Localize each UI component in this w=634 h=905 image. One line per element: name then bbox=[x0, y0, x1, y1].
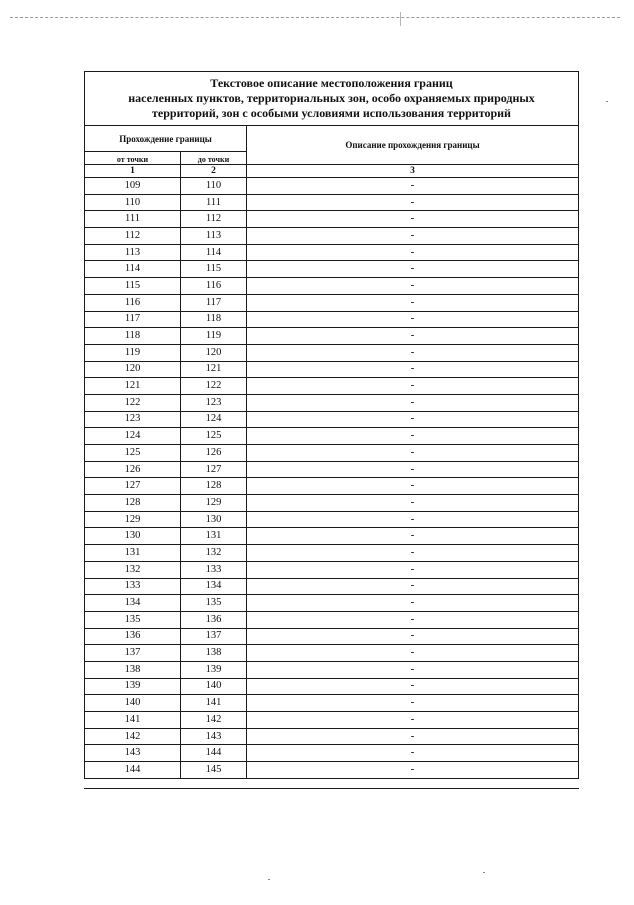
table-row bbox=[85, 478, 579, 495]
boundary-header: Прохождение границы bbox=[85, 126, 247, 152]
to-point-cell: 133 bbox=[181, 561, 247, 578]
to-point-cell: 114 bbox=[181, 244, 247, 261]
to-point-cell: 112 bbox=[181, 211, 247, 228]
table-row bbox=[85, 244, 579, 261]
table-row bbox=[85, 628, 579, 645]
to-point-cell: 119 bbox=[181, 328, 247, 345]
from-point-cell: 130 bbox=[85, 528, 181, 545]
to-point-cell: 138 bbox=[181, 645, 247, 662]
description-cell: - bbox=[247, 578, 579, 595]
from-point-cell: 134 bbox=[85, 595, 181, 612]
to-point-cell: 140 bbox=[181, 678, 247, 695]
from-point-cell: 125 bbox=[85, 445, 181, 462]
table-row bbox=[85, 178, 579, 195]
table-row bbox=[85, 695, 579, 712]
table-row bbox=[85, 661, 579, 678]
to-point-cell: 143 bbox=[181, 728, 247, 745]
table-row bbox=[85, 411, 579, 428]
description-cell: - bbox=[247, 261, 579, 278]
table-row bbox=[85, 445, 579, 462]
description-cell: - bbox=[247, 712, 579, 729]
to-point-cell: 115 bbox=[181, 261, 247, 278]
from-point-cell: 126 bbox=[85, 461, 181, 478]
table-row bbox=[85, 745, 579, 762]
from-point-cell: 117 bbox=[85, 311, 181, 328]
description-cell: - bbox=[247, 678, 579, 695]
to-point-cell: 120 bbox=[181, 344, 247, 361]
table-row bbox=[85, 545, 579, 562]
from-point-cell: 137 bbox=[85, 645, 181, 662]
table-row bbox=[85, 361, 579, 378]
to-point-cell: 142 bbox=[181, 712, 247, 729]
description-header: Описание прохождения границы bbox=[247, 126, 579, 165]
title-line-2: населенных пунктов, территориальных зон, особо охраняемых природных bbox=[128, 91, 535, 105]
description-cell: - bbox=[247, 228, 579, 245]
to-point-cell: 130 bbox=[181, 511, 247, 528]
from-point-cell: 124 bbox=[85, 428, 181, 445]
table-row bbox=[85, 712, 579, 729]
table-row bbox=[85, 495, 579, 512]
to-point-cell: 118 bbox=[181, 311, 247, 328]
table-row bbox=[85, 762, 579, 779]
description-cell: - bbox=[247, 762, 579, 779]
to-point-cell: 121 bbox=[181, 361, 247, 378]
from-point-cell: 121 bbox=[85, 378, 181, 395]
description-cell: - bbox=[247, 361, 579, 378]
from-point-cell: 135 bbox=[85, 611, 181, 628]
description-cell: - bbox=[247, 661, 579, 678]
from-point-cell: 111 bbox=[85, 211, 181, 228]
to-point-cell: 116 bbox=[181, 278, 247, 295]
from-point-cell: 133 bbox=[85, 578, 181, 595]
table-row bbox=[85, 194, 579, 211]
table-row bbox=[85, 394, 579, 411]
table-row bbox=[85, 261, 579, 278]
description-cell: - bbox=[247, 278, 579, 295]
description-cell: - bbox=[247, 411, 579, 428]
scan-border-line bbox=[10, 17, 620, 18]
from-point-cell: 109 bbox=[85, 178, 181, 195]
column-number-1: 1 bbox=[85, 165, 181, 178]
description-cell: - bbox=[247, 211, 579, 228]
from-point-cell: 114 bbox=[85, 261, 181, 278]
description-cell: - bbox=[247, 728, 579, 745]
description-cell: - bbox=[247, 511, 579, 528]
table-row bbox=[85, 278, 579, 295]
column-number-3: 3 bbox=[247, 165, 579, 178]
from-point-cell: 122 bbox=[85, 394, 181, 411]
from-point-cell: 116 bbox=[85, 294, 181, 311]
table-row bbox=[85, 461, 579, 478]
table-row bbox=[85, 344, 579, 361]
description-cell: - bbox=[247, 328, 579, 345]
description-cell: - bbox=[247, 445, 579, 462]
from-point-cell: 140 bbox=[85, 695, 181, 712]
table-bottom-rule bbox=[84, 788, 579, 789]
from-point-cell: 144 bbox=[85, 762, 181, 779]
from-point-cell: 120 bbox=[85, 361, 181, 378]
from-point-cell: 123 bbox=[85, 411, 181, 428]
table-row bbox=[85, 311, 579, 328]
to-point-cell: 128 bbox=[181, 478, 247, 495]
to-point-cell: 129 bbox=[181, 495, 247, 512]
to-point-cell: 139 bbox=[181, 661, 247, 678]
description-cell: - bbox=[247, 394, 579, 411]
scan-speck bbox=[483, 872, 485, 873]
to-point-cell: 124 bbox=[181, 411, 247, 428]
description-cell: - bbox=[247, 645, 579, 662]
description-cell: - bbox=[247, 528, 579, 545]
from-point-cell: 141 bbox=[85, 712, 181, 729]
from-point-cell: 110 bbox=[85, 194, 181, 211]
from-point-cell: 129 bbox=[85, 511, 181, 528]
from-point-header: от точки bbox=[85, 152, 181, 165]
description-cell: - bbox=[247, 294, 579, 311]
from-point-cell: 119 bbox=[85, 344, 181, 361]
description-cell: - bbox=[247, 178, 579, 195]
table-row bbox=[85, 645, 579, 662]
to-point-cell: 141 bbox=[181, 695, 247, 712]
from-point-cell: 131 bbox=[85, 545, 181, 562]
to-point-header: до точки bbox=[181, 152, 247, 165]
from-point-cell: 136 bbox=[85, 628, 181, 645]
to-point-cell: 111 bbox=[181, 194, 247, 211]
to-point-cell: 126 bbox=[181, 445, 247, 462]
table-row bbox=[85, 378, 579, 395]
table-row bbox=[85, 728, 579, 745]
table-row bbox=[85, 611, 579, 628]
to-point-cell: 144 bbox=[181, 745, 247, 762]
to-point-cell: 113 bbox=[181, 228, 247, 245]
description-cell: - bbox=[247, 561, 579, 578]
table-row bbox=[85, 595, 579, 612]
from-point-cell: 112 bbox=[85, 228, 181, 245]
table-row bbox=[85, 511, 579, 528]
description-cell: - bbox=[247, 378, 579, 395]
table-row bbox=[85, 428, 579, 445]
description-cell: - bbox=[247, 695, 579, 712]
from-point-cell: 138 bbox=[85, 661, 181, 678]
description-cell: - bbox=[247, 194, 579, 211]
table-row bbox=[85, 561, 579, 578]
title-line-1: Текстовое описание местоположения границ bbox=[210, 76, 453, 90]
to-point-cell: 132 bbox=[181, 545, 247, 562]
scan-speck bbox=[606, 101, 608, 102]
from-point-cell: 118 bbox=[85, 328, 181, 345]
title-line-3: территорий, зон с особыми условиями использования территорий bbox=[152, 106, 511, 120]
from-point-cell: 142 bbox=[85, 728, 181, 745]
description-cell: - bbox=[247, 244, 579, 261]
to-point-cell: 136 bbox=[181, 611, 247, 628]
table-body bbox=[85, 178, 579, 779]
description-cell: - bbox=[247, 478, 579, 495]
to-point-cell: 145 bbox=[181, 762, 247, 779]
table-row bbox=[85, 328, 579, 345]
table-row bbox=[85, 528, 579, 545]
description-cell: - bbox=[247, 611, 579, 628]
from-point-cell: 132 bbox=[85, 561, 181, 578]
boundary-description-table bbox=[84, 71, 579, 779]
description-cell: - bbox=[247, 311, 579, 328]
description-cell: - bbox=[247, 495, 579, 512]
table-row bbox=[85, 294, 579, 311]
table-row bbox=[85, 578, 579, 595]
description-cell: - bbox=[247, 545, 579, 562]
scan-speck bbox=[268, 879, 270, 880]
description-cell: - bbox=[247, 461, 579, 478]
from-point-cell: 143 bbox=[85, 745, 181, 762]
description-cell: - bbox=[247, 344, 579, 361]
from-point-cell: 139 bbox=[85, 678, 181, 695]
document-title bbox=[85, 72, 579, 126]
to-point-cell: 123 bbox=[181, 394, 247, 411]
from-point-cell: 113 bbox=[85, 244, 181, 261]
to-point-cell: 122 bbox=[181, 378, 247, 395]
table-row bbox=[85, 211, 579, 228]
description-cell: - bbox=[247, 628, 579, 645]
scan-artifact-tick bbox=[400, 12, 401, 26]
from-point-cell: 115 bbox=[85, 278, 181, 295]
to-point-cell: 131 bbox=[181, 528, 247, 545]
table-row bbox=[85, 678, 579, 695]
to-point-cell: 137 bbox=[181, 628, 247, 645]
from-point-cell: 127 bbox=[85, 478, 181, 495]
description-cell: - bbox=[247, 595, 579, 612]
to-point-cell: 110 bbox=[181, 178, 247, 195]
to-point-cell: 127 bbox=[181, 461, 247, 478]
description-cell: - bbox=[247, 428, 579, 445]
column-number-2: 2 bbox=[181, 165, 247, 178]
to-point-cell: 125 bbox=[181, 428, 247, 445]
to-point-cell: 117 bbox=[181, 294, 247, 311]
to-point-cell: 135 bbox=[181, 595, 247, 612]
table-row bbox=[85, 228, 579, 245]
from-point-cell: 128 bbox=[85, 495, 181, 512]
description-cell: - bbox=[247, 745, 579, 762]
to-point-cell: 134 bbox=[181, 578, 247, 595]
